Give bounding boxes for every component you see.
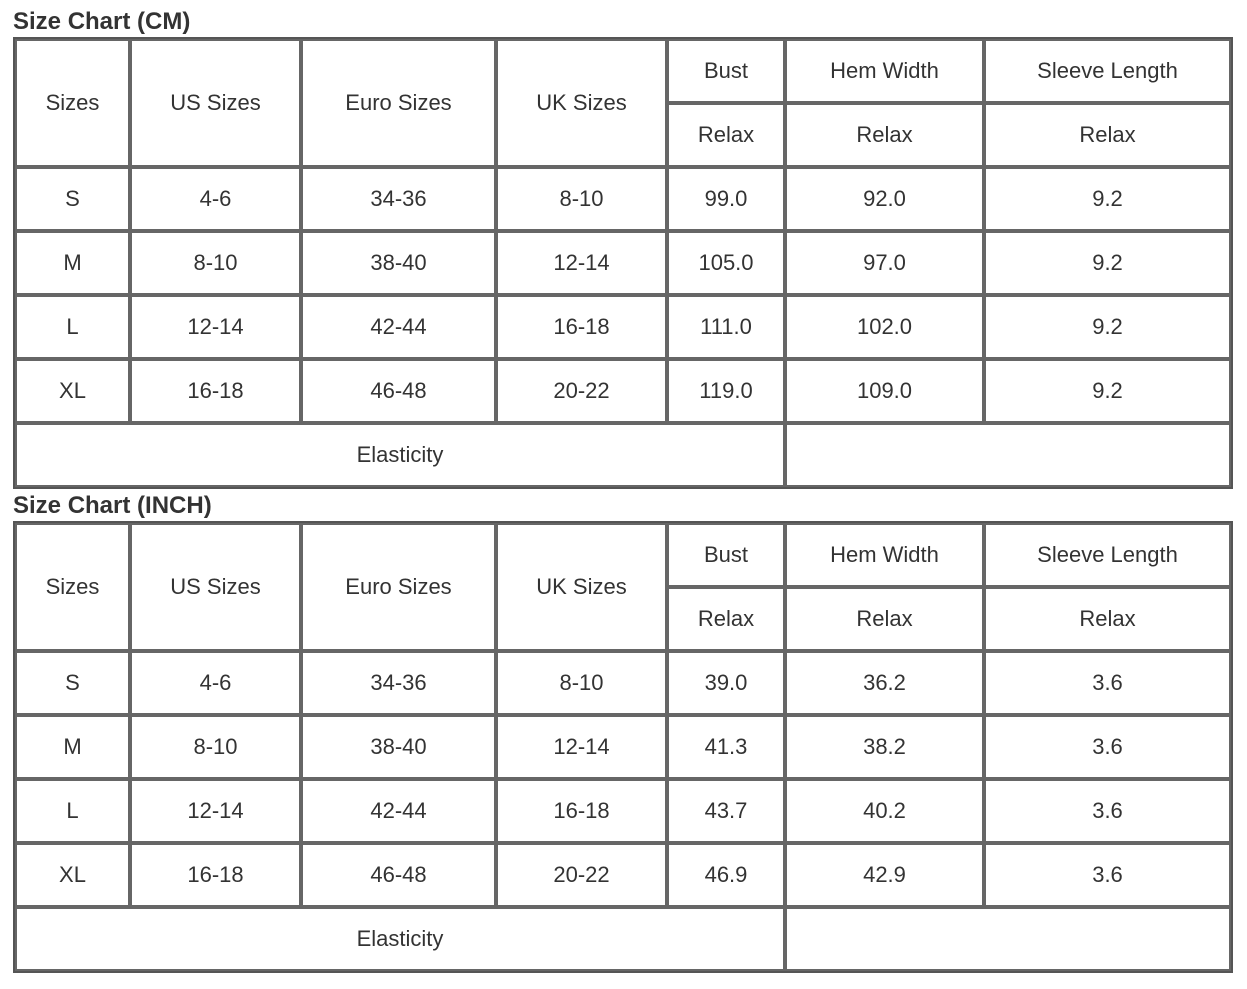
cell-sleeve-length: 3.6 bbox=[984, 651, 1231, 715]
cell-uk-size: 8-10 bbox=[496, 651, 667, 715]
header-us-sizes: US Sizes bbox=[130, 39, 301, 167]
cell-euro-size: 42-44 bbox=[301, 779, 496, 843]
subheader-sleeve-length-relax: Relax bbox=[984, 587, 1231, 651]
cell-bust: 39.0 bbox=[667, 651, 785, 715]
cell-hem-width: 36.2 bbox=[785, 651, 984, 715]
cell-bust: 43.7 bbox=[667, 779, 785, 843]
cell-us-size: 16-18 bbox=[130, 843, 301, 907]
size-chart-inch-title: Size Chart (INCH) bbox=[13, 492, 212, 519]
header-euro-sizes: Euro Sizes bbox=[301, 39, 496, 167]
table-row bbox=[15, 843, 1231, 907]
cell-uk-size: 12-14 bbox=[496, 231, 667, 295]
header-row bbox=[15, 39, 1231, 103]
cell-uk-size: 8-10 bbox=[496, 167, 667, 231]
table-row bbox=[15, 295, 1231, 359]
header-row bbox=[15, 523, 1231, 587]
cell-us-size: 16-18 bbox=[130, 359, 301, 423]
cell-uk-size: 20-22 bbox=[496, 843, 667, 907]
cell-bust: 111.0 bbox=[667, 295, 785, 359]
cell-euro-size: 46-48 bbox=[301, 359, 496, 423]
footer-row bbox=[15, 907, 1231, 971]
cell-size: XL bbox=[15, 843, 130, 907]
header-uk-sizes: UK Sizes bbox=[496, 39, 667, 167]
cell-euro-size: 38-40 bbox=[301, 715, 496, 779]
subheader-bust-relax: Relax bbox=[667, 103, 785, 167]
cell-euro-size: 46-48 bbox=[301, 843, 496, 907]
cell-hem-width: 109.0 bbox=[785, 359, 984, 423]
cell-sleeve-length: 3.6 bbox=[984, 715, 1231, 779]
elasticity-label: Elasticity bbox=[15, 907, 785, 971]
cell-sleeve-length: 9.2 bbox=[984, 231, 1231, 295]
cell-size: L bbox=[15, 779, 130, 843]
cell-hem-width: 42.9 bbox=[785, 843, 984, 907]
cell-euro-size: 38-40 bbox=[301, 231, 496, 295]
table-row bbox=[15, 651, 1231, 715]
cell-sleeve-length: 9.2 bbox=[984, 295, 1231, 359]
elasticity-label: Elasticity bbox=[15, 423, 785, 487]
cell-size: M bbox=[15, 715, 130, 779]
cell-us-size: 8-10 bbox=[130, 715, 301, 779]
cell-us-size: 4-6 bbox=[130, 651, 301, 715]
header-sizes: Sizes bbox=[15, 523, 130, 651]
cell-bust: 119.0 bbox=[667, 359, 785, 423]
cell-sleeve-length: 3.6 bbox=[984, 843, 1231, 907]
header-bust: Bust bbox=[667, 523, 785, 587]
table-row bbox=[15, 231, 1231, 295]
cell-size: L bbox=[15, 295, 130, 359]
cell-us-size: 8-10 bbox=[130, 231, 301, 295]
subheader-hem-width-relax: Relax bbox=[785, 587, 984, 651]
header-hem-width: Hem Width bbox=[785, 523, 984, 587]
cell-hem-width: 40.2 bbox=[785, 779, 984, 843]
cell-hem-width: 97.0 bbox=[785, 231, 984, 295]
subheader-bust-relax: Relax bbox=[667, 587, 785, 651]
table-row bbox=[15, 167, 1231, 231]
table-row bbox=[15, 359, 1231, 423]
cell-uk-size: 12-14 bbox=[496, 715, 667, 779]
cell-hem-width: 38.2 bbox=[785, 715, 984, 779]
cell-uk-size: 16-18 bbox=[496, 295, 667, 359]
cell-bust: 41.3 bbox=[667, 715, 785, 779]
size-chart-cm-title: Size Chart (CM) bbox=[13, 8, 191, 35]
header-euro-sizes: Euro Sizes bbox=[301, 523, 496, 651]
cell-us-size: 4-6 bbox=[130, 167, 301, 231]
table-row bbox=[15, 715, 1231, 779]
subheader-hem-width-relax: Relax bbox=[785, 103, 984, 167]
elasticity-value bbox=[785, 423, 1231, 487]
cell-hem-width: 92.0 bbox=[785, 167, 984, 231]
size-chart-inch-table bbox=[13, 521, 1233, 973]
subheader-sleeve-length-relax: Relax bbox=[984, 103, 1231, 167]
table-row bbox=[15, 779, 1231, 843]
header-hem-width: Hem Width bbox=[785, 39, 984, 103]
cell-bust: 105.0 bbox=[667, 231, 785, 295]
header-bust: Bust bbox=[667, 39, 785, 103]
header-uk-sizes: UK Sizes bbox=[496, 523, 667, 651]
cell-size: S bbox=[15, 651, 130, 715]
size-chart-cm-table bbox=[13, 37, 1233, 489]
cell-size: S bbox=[15, 167, 130, 231]
header-sizes: Sizes bbox=[15, 39, 130, 167]
cell-bust: 46.9 bbox=[667, 843, 785, 907]
cell-us-size: 12-14 bbox=[130, 295, 301, 359]
cell-hem-width: 102.0 bbox=[785, 295, 984, 359]
header-sleeve-length: Sleeve Length bbox=[984, 523, 1231, 587]
header-sleeve-length: Sleeve Length bbox=[984, 39, 1231, 103]
cell-sleeve-length: 9.2 bbox=[984, 167, 1231, 231]
cell-euro-size: 42-44 bbox=[301, 295, 496, 359]
cell-bust: 99.0 bbox=[667, 167, 785, 231]
cell-sleeve-length: 3.6 bbox=[984, 779, 1231, 843]
header-us-sizes: US Sizes bbox=[130, 523, 301, 651]
cell-uk-size: 20-22 bbox=[496, 359, 667, 423]
size-chart-inch-section bbox=[13, 491, 1233, 973]
size-chart-cm-section bbox=[13, 7, 1233, 489]
cell-euro-size: 34-36 bbox=[301, 167, 496, 231]
cell-us-size: 12-14 bbox=[130, 779, 301, 843]
cell-sleeve-length: 9.2 bbox=[984, 359, 1231, 423]
cell-size: XL bbox=[15, 359, 130, 423]
cell-uk-size: 16-18 bbox=[496, 779, 667, 843]
elasticity-value bbox=[785, 907, 1231, 971]
cell-euro-size: 34-36 bbox=[301, 651, 496, 715]
footer-row bbox=[15, 423, 1231, 487]
cell-size: M bbox=[15, 231, 130, 295]
